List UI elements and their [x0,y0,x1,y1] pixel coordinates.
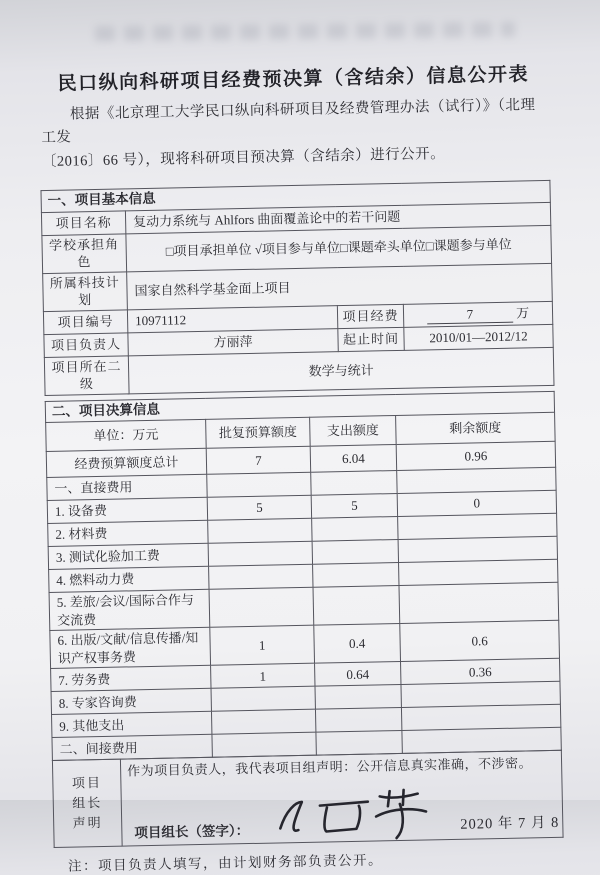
row-approved: 1 [210,625,315,665]
row-approved [209,564,313,589]
row-remaining [398,536,557,562]
row-label: 1. 设备费 [47,497,207,523]
row-remaining [399,559,558,585]
declaration-side-label-line: 组长 [72,795,103,811]
program-value: 国家自然科学基金面上项目 [127,263,553,310]
period-value: 2010/01—2012/12 [404,324,553,350]
row-approved: 1 [211,664,315,689]
column-header-spent: 支出额度 [310,416,397,447]
row-label: 3. 测试化验加工费 [48,543,208,569]
basic-info-header: 一、项目基本信息 [41,181,550,212]
scanned-form-page [38,59,564,875]
row-approved: 7 [206,446,311,474]
period-label: 起止时间 [338,327,404,351]
page-bleed-through-artifact [95,22,515,41]
declaration-content-cell [120,751,563,847]
row-spent [312,517,398,542]
fund-unit: 万 [515,304,530,321]
declaration-statement: 作为项目负责人，我代表项目组声明：公开信息真实准确，不涉密。 [127,755,533,779]
declaration-side-label [52,759,122,847]
row-label: 8. 专家咨询费 [51,689,211,715]
row-spent: 6.04 [310,445,397,473]
role-label: 学校承担角色 [42,234,127,274]
footnote: 注：项目负责人填写，由计划财务部负责公开。 [67,852,384,875]
row-approved [209,587,314,627]
row-label: 2. 材料费 [48,520,208,546]
dept-value: 数学与统计 [128,347,554,394]
row-label: 7. 劳务费 [51,666,211,692]
row-spent: 0.4 [314,624,401,664]
row-remaining [401,682,560,708]
row-approved [211,687,315,712]
row-spent [316,731,402,756]
fund-value-cell [403,301,552,327]
row-label: 6. 出版/文献/信息传播/知识产权事务费 [50,628,211,669]
project-no-label: 项目编号 [43,310,127,335]
declaration-side-label-line: 声明 [72,815,103,831]
program-label: 所属科技计划 [43,272,128,312]
row-label: 5. 差旅/会议/国际合作与交流费 [49,589,210,630]
signature-date: 2020 年 7 月 8 [460,814,560,833]
row-remaining: 0 [397,490,556,516]
row-label: 一、直接费用 [47,474,207,500]
row-approved [208,541,312,566]
project-name-value: 复动力系统与 Ahlfors 曲面覆盖论中的若干问题 [125,202,550,234]
row-remaining [401,705,560,731]
column-header-unit: 单位：万元 [46,419,207,451]
row-label: 9. 其他支出 [52,712,212,738]
row-approved [207,472,311,497]
row-label: 经费预算额度总计 [46,448,206,477]
row-remaining [397,467,556,493]
row-approved [208,518,312,543]
leader-label: 项目负责人 [44,333,128,358]
row-approved: 5 [207,495,311,520]
page-title: 民口纵向科研项目经费预决算（含结余）信息公开表 [57,64,530,95]
fund-label: 项目经费 [337,304,403,328]
row-spent: 5 [311,494,397,519]
row-remaining: 0.6 [400,621,560,662]
declaration-side-label-line: 项目 [71,775,103,791]
row-remaining [399,582,559,623]
declaration-table [52,750,564,848]
row-label: 4. 燃料动力费 [49,566,209,592]
dept-label: 项目所在二级 [44,356,129,396]
intro-paragraph: 根据《北京理工大学民口纵向科研项目及经费管理办法（试行）》（北理工发 〔2016〕66 号），现将科研项目预决算（含结余）进行公开。 [41,97,536,171]
row-approved [211,710,315,735]
row-label: 二、间接费用 [52,735,212,761]
fund-amount: 7 [427,304,513,324]
row-approved [212,733,316,758]
column-header-approved: 批复预算额度 [206,417,311,448]
budget-table [45,391,562,762]
row-spent: 0.64 [315,662,401,687]
budget-header: 二、项目决算信息 [45,391,554,422]
row-remaining [398,513,557,539]
row-spent [313,586,400,626]
column-header-remaining: 剩余额度 [396,412,556,444]
row-spent [311,471,397,496]
project-name-label: 项目名称 [41,211,125,236]
row-spent [312,540,398,565]
row-remaining: 0.36 [401,659,560,685]
handwritten-signature [272,788,443,843]
row-spent [315,708,401,733]
row-spent [315,685,401,710]
leader-value: 方丽萍 [128,329,338,356]
signature-label: 项目组长（签字）： [134,823,250,841]
declaration-row [52,751,563,848]
row-remaining: 0.96 [396,441,555,470]
row-spent [313,563,399,588]
project-no-value: 10971112 [127,306,337,333]
role-options: □项目承担单位 √项目参与单位□课题牵头单位□课题参与单位 [126,225,552,272]
basic-info-table [40,180,554,396]
